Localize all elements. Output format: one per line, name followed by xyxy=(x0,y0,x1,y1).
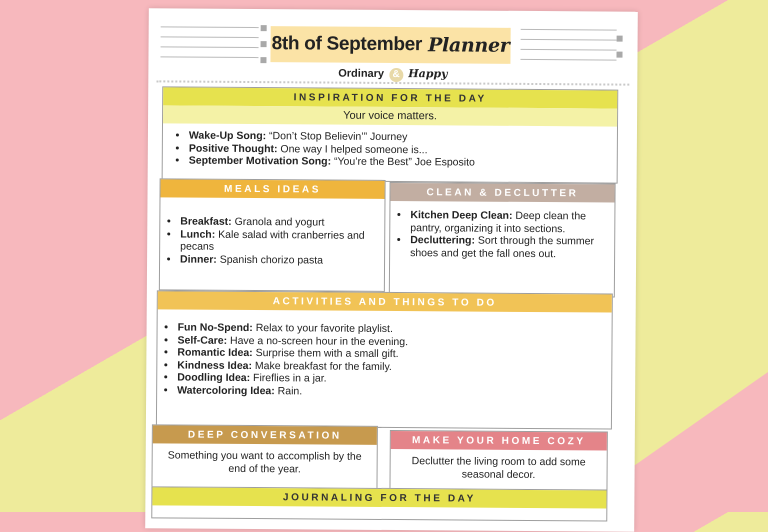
list-item: • Watercoloring Idea: Rain. xyxy=(177,384,611,400)
activities-section xyxy=(156,290,613,429)
activities-list xyxy=(157,321,612,399)
cozy-section xyxy=(389,430,607,494)
cozy-text: Declutter the living room to add some seasonal decor. xyxy=(411,455,586,482)
list-item: • Decluttering: Sort through the summer shoes and get the fall ones out. xyxy=(410,234,614,260)
list-item: • Lunch: Kale salad with cranberries and pecans xyxy=(180,228,384,254)
decor-square xyxy=(616,52,622,58)
title-main: 8th of September xyxy=(271,33,423,56)
list-item: • Fun No-Spend: Relax to your favorite playlist. xyxy=(178,322,612,338)
journaling-section xyxy=(151,486,607,521)
header-lines-left xyxy=(160,26,258,67)
page-title xyxy=(270,26,510,64)
title-accent: Planner xyxy=(427,34,510,57)
conversation-section xyxy=(151,424,377,490)
list-item: • Kitchen Deep Clean: Deep clean the pantry, organizing it into sections. xyxy=(410,209,614,235)
list-item: • Kindness Idea: Make breakfast for the family. xyxy=(177,359,611,375)
list-item: • Wake-Up Song: “Don’t Stop Believin’” Journey xyxy=(189,130,617,145)
decor-square xyxy=(617,36,623,42)
decor-square xyxy=(261,41,267,47)
inspiration-section xyxy=(162,86,619,183)
header-lines-right xyxy=(520,29,616,70)
meals-list xyxy=(160,215,384,267)
conversation-header: DEEP CONVERSATION xyxy=(153,425,377,445)
conversation-text: Something you want to accomplish by the end of the year. xyxy=(167,449,362,476)
list-item: • Romantic Idea: Surprise them with a small gift. xyxy=(177,347,611,363)
brand-right: Happy xyxy=(408,67,448,81)
list-item: • Self-Care: Have a no-screen hour in the evening. xyxy=(177,334,611,350)
planner-page xyxy=(145,8,638,531)
list-item: • Doodling Idea: Fireflies in a jar. xyxy=(177,372,611,388)
clean-header: CLEAN & DECLUTTER xyxy=(390,183,614,203)
clean-list xyxy=(390,209,614,261)
meals-section xyxy=(159,178,386,292)
list-item: • Positive Thought: One way I helped someone is... xyxy=(189,142,617,157)
inspiration-subtitle: Your voice matters. xyxy=(163,105,617,126)
brand-left: Ordinary xyxy=(338,67,385,80)
cozy-header: MAKE YOUR HOME COZY xyxy=(391,431,607,451)
decor-square xyxy=(261,25,267,31)
inspiration-list xyxy=(163,129,617,170)
clean-section xyxy=(389,182,616,298)
journaling-header: JOURNALING FOR THE DAY xyxy=(152,487,606,508)
list-item: • September Motivation Song: “You’re the Best” Joe Esposito xyxy=(189,155,617,170)
list-item: • Dinner: Spanish chorizo pasta xyxy=(180,253,384,267)
decor-square xyxy=(260,57,266,63)
inspiration-header: INSPIRATION FOR THE DAY xyxy=(163,87,617,108)
list-item: • Breakfast: Granola and yogurt xyxy=(180,216,384,230)
meals-header: MEALS IDEAS xyxy=(161,179,385,199)
brand-amp: & xyxy=(389,68,403,82)
activities-header: ACTIVITIES AND THINGS TO DO xyxy=(158,291,612,312)
